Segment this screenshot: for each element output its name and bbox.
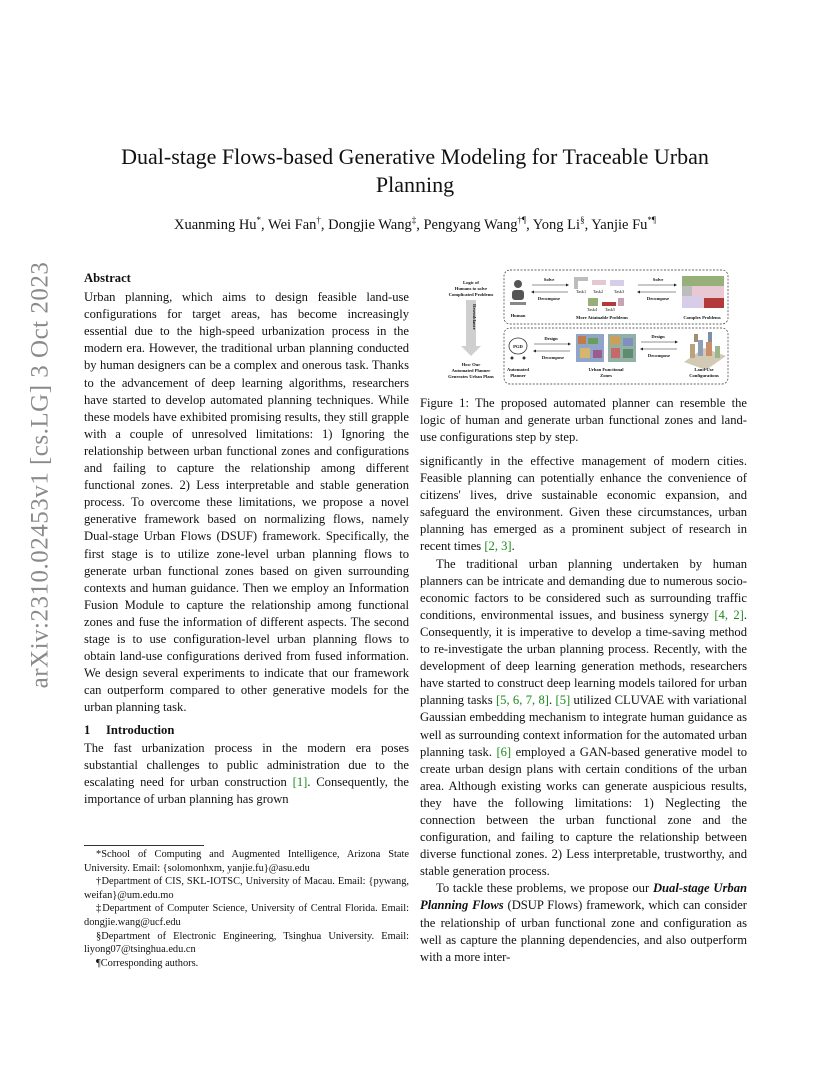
label-human: Human xyxy=(510,313,526,318)
human-icon xyxy=(510,280,526,305)
arxiv-identifier xyxy=(13,195,67,755)
label-task2: Task2 xyxy=(592,289,604,294)
planner-badge-text: PGD xyxy=(513,344,523,349)
citation-link[interactable]: [5] xyxy=(555,693,571,708)
footnote: §Department of Electronic Engineering, Tsinghua University. Email: liyong07@tsinghua.edu.cn xyxy=(84,930,409,956)
label-land-use-2: Configurations xyxy=(689,373,719,378)
paper-title: Dual-stage Flows-based Generative Modeling for Traceable Urban Planning xyxy=(121,144,709,197)
label-resemblance: Resemblance xyxy=(472,304,477,330)
label-urban-zones-1: Urban Functional xyxy=(588,367,624,372)
label-planner: Planner xyxy=(510,373,526,378)
right-column xyxy=(420,453,747,966)
figure-1 xyxy=(438,268,730,386)
label-decompose-1: Decompose xyxy=(537,296,561,301)
section-heading-introduction: 1 Introduction xyxy=(84,723,175,738)
author: Xuanming Hu*, xyxy=(173,215,265,233)
footnote: *School of Computing and Augmented Intelligence, Arizona State University. Email: {solomonhxm, yanjie.fu}@asu.edu xyxy=(84,849,409,874)
figure-1-diagram xyxy=(438,268,730,386)
land-use-city xyxy=(684,332,726,370)
label-task3: Task3 xyxy=(613,289,625,294)
label-automated: Automated xyxy=(507,367,529,372)
author: Dongjie Wang‡, xyxy=(328,215,420,233)
automated-planner-icon xyxy=(509,338,527,360)
author: Pengyang Wang†¶, xyxy=(423,215,530,233)
footnotes xyxy=(84,848,409,970)
citation-link[interactable]: [2, 3] xyxy=(484,539,512,554)
label-logic-line3: Complicated Problems xyxy=(448,292,494,297)
label-task5: Task5 xyxy=(604,307,616,312)
framework-name: Dual-stage Urban Planning Flows xyxy=(420,881,747,913)
figure-1-caption: Figure 1: The proposed automated planner can resemble the logic of human and generate urban functional zones and land-use configurations step by step. xyxy=(420,396,747,445)
intro-paragraph-2: The traditional urban planning undertaken by human planners can be intricate and demanding due to numerous socio-economic factors to be considered such as surrounding traffic conditions, environmental issues, and business synergy [4, 2]. Consequently, it is imperative to develop a time-saving method to re-investigate the urban planning process. Recently, with the development of deep learning generation methods, researchers have started to construct deep learning models tailored for urban planning tasks [5, 6, 7, 8]. [5] utilized CLUVAE with variational Gaussian embedding mechanism to integrate human guidance as well as surrounding context information for the automated urban planning task. [6] employed a GAN-based generative model to create urban design plans with certain conditions of the urban area. Although existing works can generate auspicious results, they have the following limitations: 1) Neglecting the connection between the urban functional zone and the configuration, and failing to capture the relationship between diverse functional zones. 2) Less interpretable, trustworthy, and stable generation process. xyxy=(420,556,748,879)
label-more-attainable: More Attainable Problems xyxy=(576,315,628,320)
footnote: ‡Department of Computer Science, University of Central Florida. Email: dongjie.wang@ucf.edu xyxy=(84,903,409,928)
label-logic-line1: Logic of xyxy=(463,280,479,285)
footnote: †Department of CIS, SKL-IOTSC, University of Macau. Email: {pywang, weifan}@um.edu.mo xyxy=(84,876,409,901)
author-list xyxy=(95,215,735,234)
label-design-1: Design xyxy=(544,336,558,341)
label-solve-1: Solve xyxy=(543,277,555,282)
arxiv-id-text: arXiv:2310.02453v1 [cs.LG] 3 Oct 2023 xyxy=(26,261,54,689)
label-complex-problems: Complex Problems xyxy=(683,315,721,320)
label-design-2: Design xyxy=(651,334,665,339)
label-decompose-2: Decompose xyxy=(646,296,670,301)
citation-link[interactable]: [1] xyxy=(292,774,308,789)
abstract-heading: Abstract xyxy=(84,271,131,285)
label-urban-zones-2: Zones xyxy=(600,373,612,378)
complex-problem-graphic xyxy=(682,276,724,308)
label-howour-line2: Automated Planner xyxy=(451,368,491,373)
author: Wei Fan†, xyxy=(268,215,325,233)
intro-paragraph-1-continued: significantly in the effective management of modern cities. Feasible planning can potentially enhance the convenience of citizens' lives, drive sustainable economic expansion, and safeguard the environment. Given these circumstances, urban planning has emerged as a prominent subject of research in recent times [2, 3]. xyxy=(420,454,747,554)
intro-paragraph-1: The fast urbanization process in the modern era poses substantial challenges to public administration due to the escalating need for urban construction [1]. Consequently, the importance of urban planning has grown xyxy=(84,740,410,806)
abstract-body: Urban planning, which aims to design feasible land-use configurations for target areas, has become increasingly essential due to the high-speed urbanization process in the modern era. However, the traditional urban planning conducted by human designers can be a complex and onerous task. Thanks to the advancement of deep learning algorithms, researchers have started to develop automated planning techniques. While these models have exhibited promising results, they still grapple with a couple of unresolved limitations: 1) Ignoring the relationship between urban functional zones and configurations and failing to capture the relationship among different functional zones. 2) Less interpretable and stable generation process. To overcome these limitations, we propose a novel generative framework based on normalizing flows, namely Dual-stage Urban Flows (DSUF) framework. Specifically, the first stage is to utilize zone-level urban planning flows to generate urban functional zones based on given surrounding contexts and human guidance. Then we employ an Information Fusion Module to capture the relationship among functional zones and fuse the information of different aspects. The second stage is to use configuration-level urban planning flows to obtain land-use configurations derived from fused information. We design several experiments to indicate that our framework can outperform compared to other generative models for the urban planning task. xyxy=(84,290,409,715)
zone-maps xyxy=(576,334,636,362)
resemblance-arrow-head xyxy=(461,346,481,356)
left-column xyxy=(84,270,409,808)
citation-link[interactable]: [6] xyxy=(496,744,512,759)
label-solve-2: Solve xyxy=(652,277,664,282)
label-decompose-4: Decompose xyxy=(647,353,671,358)
label-howour-line3: Generates Urban Plans xyxy=(448,374,494,379)
citation-link[interactable]: [5, 6, 7, 8] xyxy=(495,693,549,708)
label-task1: Task1 xyxy=(575,289,587,294)
footnote: ¶Corresponding authors. xyxy=(96,957,199,969)
label-decompose-3: Decompose xyxy=(541,355,565,360)
label-howour-line1: How Our xyxy=(461,362,481,367)
label-land-use-1: Land-Use xyxy=(694,367,714,372)
label-task4: Task4 xyxy=(586,307,598,312)
label-logic-line2: Humans to solve xyxy=(454,286,488,291)
author: Yong Li§, xyxy=(532,215,589,233)
footnote-rule xyxy=(84,845,204,846)
citation-link[interactable]: [4, 2] xyxy=(714,607,744,622)
intro-paragraph-3: To tackle these problems, we propose our Dual-stage Urban Planning Flows (DSUP Flows) framework, which can consider the relationship of urban functional zone and configuration as well as capture the planning dependencies, and also outperform with a more inter- xyxy=(420,881,747,964)
author: Yanjie Fu*¶ xyxy=(591,215,656,233)
